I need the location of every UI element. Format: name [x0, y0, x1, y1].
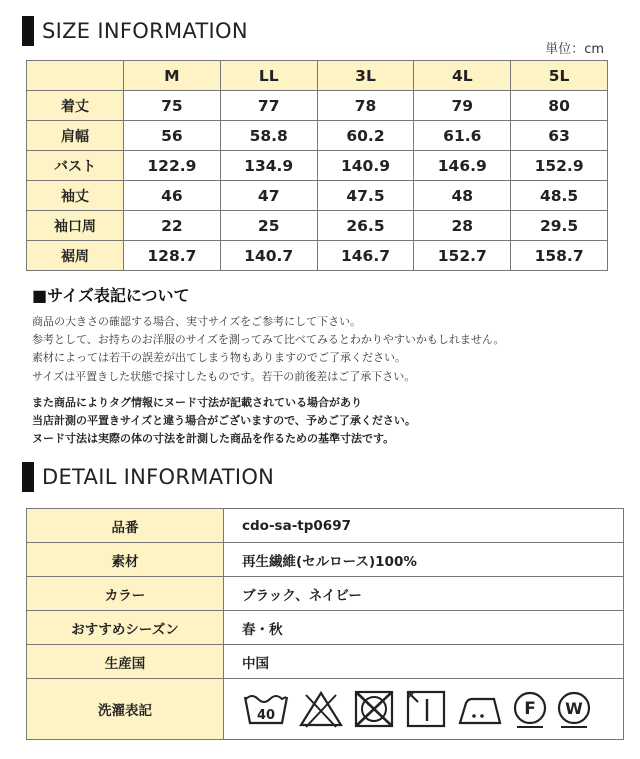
size-cell: 75 [124, 91, 221, 121]
size-cell: 134.9 [220, 151, 317, 181]
no-tumble-dry-icon [352, 689, 396, 729]
detail-row-care [27, 679, 624, 740]
note-line: 素材によっては若干の誤差が出てしまう物もありますのでご了承ください。 [32, 351, 406, 365]
size-cell: 140.9 [317, 151, 414, 181]
size-cell: 47 [220, 181, 317, 211]
size-col-m: M [124, 61, 221, 91]
size-cell: 77 [220, 91, 317, 121]
detail-label: 洗濯表記 [27, 679, 224, 740]
size-cell: 48.5 [511, 181, 608, 211]
size-cell: 140.7 [220, 241, 317, 271]
size-row-hem [27, 241, 608, 271]
heading-bar [22, 16, 34, 46]
detail-row-season [27, 611, 624, 645]
detail-value: 中国 [224, 645, 624, 679]
wetclean-w-letter: W [565, 699, 583, 718]
size-row-sleeve [27, 181, 608, 211]
note-bold-line: また商品によりタグ情報にヌード寸法が記載されている場合があり [32, 396, 362, 409]
detail-value: cdo-sa-tp0697 [224, 509, 624, 543]
dryclean-f-icon [512, 689, 548, 729]
iron-low-icon [456, 689, 504, 729]
size-cell: 22 [124, 211, 221, 241]
size-cell: 152.7 [414, 241, 511, 271]
size-cell: 63 [511, 121, 608, 151]
row-label: 袖丈 [27, 181, 124, 211]
size-col-5l: 5L [511, 61, 608, 91]
size-table [26, 60, 608, 271]
size-cell: 46 [124, 181, 221, 211]
row-label: 裾周 [27, 241, 124, 271]
size-cell: 128.7 [124, 241, 221, 271]
detail-label: 生産国 [27, 645, 224, 679]
wetclean-w-icon [556, 689, 592, 729]
detail-value: ブラック、ネイビー [224, 577, 624, 611]
detail-info-heading [22, 462, 274, 492]
size-col-3l: 3L [317, 61, 414, 91]
size-cell: 146.9 [414, 151, 511, 181]
size-notes-important [32, 394, 416, 449]
note-line: 参考として、お持ちのお洋服のサイズを測ってみて比べてみるとわかりやすいかもしれません。 [32, 333, 505, 347]
size-cell: 56 [124, 121, 221, 151]
size-row-bust [27, 151, 608, 181]
size-cell: 60.2 [317, 121, 414, 151]
note-line: 商品の大きさの確認する場合、実寸サイズをご参考にして下さい。 [32, 315, 362, 328]
size-corner [27, 61, 124, 91]
detail-label: 素材 [27, 543, 224, 577]
no-bleach-icon [298, 689, 344, 729]
wash-40-icon [242, 689, 290, 729]
detail-value: 春・秋 [224, 611, 624, 645]
size-cell: 122.9 [124, 151, 221, 181]
size-cell: 61.6 [414, 121, 511, 151]
detail-table [26, 508, 624, 740]
size-col-ll: LL [220, 61, 317, 91]
size-cell: 26.5 [317, 211, 414, 241]
detail-info-title: DETAIL INFORMATION [42, 465, 275, 489]
dryclean-f-letter: F [524, 699, 536, 719]
detail-row-color [27, 577, 624, 611]
size-row-shoulder [27, 121, 608, 151]
row-label: 着丈 [27, 91, 124, 121]
detail-row-country [27, 645, 624, 679]
detail-label: 品番 [27, 509, 224, 543]
size-notes-title: ■サイズ表記について [32, 286, 190, 305]
unit-label: 単位：cm [545, 42, 604, 57]
size-cell: 158.7 [511, 241, 608, 271]
row-label: 肩幅 [27, 121, 124, 151]
note-bold-line: ヌード寸法は実際の体の寸法を計測した商品を作るための基準寸法です。 [32, 432, 395, 446]
row-label: 袖口周 [27, 211, 124, 241]
detail-label: おすすめシーズン [27, 611, 224, 645]
size-cell: 58.8 [220, 121, 317, 151]
note-bold-line: 当店計測の平置きサイズと違う場合がございますので、予めご了承ください。 [32, 414, 416, 428]
detail-row-product-code [27, 509, 624, 543]
heading-bar [22, 462, 34, 492]
drip-dry-shade-icon [404, 689, 448, 729]
size-cell: 28 [414, 211, 511, 241]
size-cell: 146.7 [317, 241, 414, 271]
size-col-4l: 4L [414, 61, 511, 91]
size-cell: 48 [414, 181, 511, 211]
size-cell: 78 [317, 91, 414, 121]
note-line: サイズは平置きした状態で採寸したものです。若干の前後差はご了承下さい。 [32, 369, 416, 383]
size-row-cuff [27, 211, 608, 241]
size-cell: 47.5 [317, 181, 414, 211]
size-cell: 29.5 [511, 211, 608, 241]
size-cell: 152.9 [511, 151, 608, 181]
size-cell: 25 [220, 211, 317, 241]
size-info-title: SIZE INFORMATION [42, 19, 248, 43]
row-label: バスト [27, 151, 124, 181]
detail-label: カラー [27, 577, 224, 611]
size-info-heading [22, 16, 248, 46]
wash-temp: 40 [256, 708, 276, 723]
care-symbols [224, 679, 624, 740]
size-row-length [27, 91, 608, 121]
detail-value: 再生繊維(セルロース)100% [224, 543, 624, 577]
size-header-row [27, 61, 608, 91]
size-cell: 79 [414, 91, 511, 121]
detail-row-material [27, 543, 624, 577]
size-cell: 80 [511, 91, 608, 121]
size-notes [32, 313, 505, 386]
